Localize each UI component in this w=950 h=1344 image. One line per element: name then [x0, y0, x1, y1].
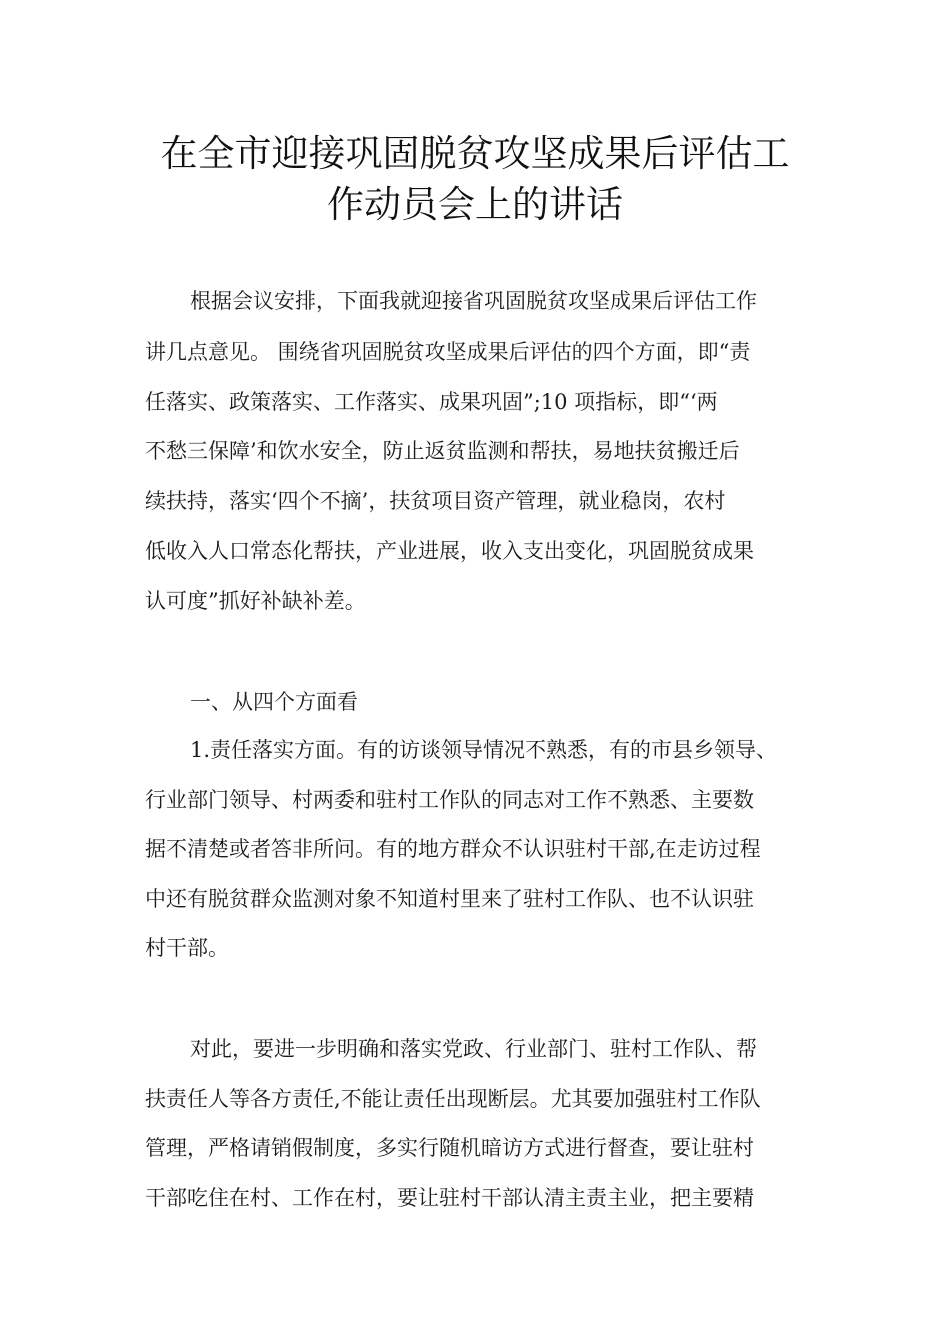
paragraph-1-line-2: 讲几点意见。 围绕省巩固脱贫攻坚成果后评估的四个方面，即“责 [145, 340, 751, 364]
document-title-line-2: 作动员会上的讲话 [327, 183, 623, 226]
paragraph-3-line-4: 干部吃住在村、工作在村，要让驻村干部认清主责主业，把主要精 [145, 1186, 754, 1210]
paragraph-1-line-6: 低收入人口常态化帮扶，产业进展，收入支出变化，巩固脱贫成果 [145, 539, 754, 563]
paragraph-2-line-4: 中还有脱贫群众监测对象不知道村里来了驻村工作队、也不认识驻 [145, 887, 754, 911]
paragraph-2-line-3: 据不清楚或者答非所问。有的地方群众不认识驻村干部,在走访过程 [145, 837, 761, 861]
paragraph-1-line-1: 根据会议安排，下面我就迎接省巩固脱贫攻坚成果后评估工作 [190, 289, 757, 313]
section-1-heading: 一、从四个方面看 [190, 690, 358, 714]
paragraph-1-line-7: 认可度”抓好补缺补差。 [145, 589, 366, 613]
paragraph-2-line-5: 村干部。 [145, 936, 229, 960]
paragraph-2-line-2: 行业部门领导、村两委和驻村工作队的同志对工作不熟悉、主要数 [145, 788, 754, 812]
paragraph-3-line-1: 对此，要进一步明确和落实党政、行业部门、驻村工作队、帮 [190, 1037, 757, 1061]
paragraph-3-line-2: 扶责任人等各方责任,不能让责任出现断层。尤其要加强驻村工作队 [145, 1087, 761, 1111]
paragraph-2-line-1: 1.责任落实方面。有的访谈领导情况不熟悉，有的市县乡领导、 [190, 738, 778, 762]
paragraph-3-line-3: 管理，严格请销假制度，多实行随机暗访方式进行督查，要让驻村 [145, 1136, 754, 1160]
paragraph-1-line-3: 任落实、政策落实、工作落实、成果巩固”;10 项指标，即“‘两 [145, 390, 718, 414]
paragraph-1-line-4: 不愁三保障’和饮水安全，防止返贫监测和帮扶，易地扶贫搬迁后 [145, 439, 740, 463]
paragraph-1-line-5: 续扶持，落实‘四个不摘’，扶贫项目资产管理，就业稳岗，农村 [145, 489, 726, 513]
document-title-line-1: 在全市迎接巩固脱贫攻坚成果后评估工 [160, 132, 790, 175]
